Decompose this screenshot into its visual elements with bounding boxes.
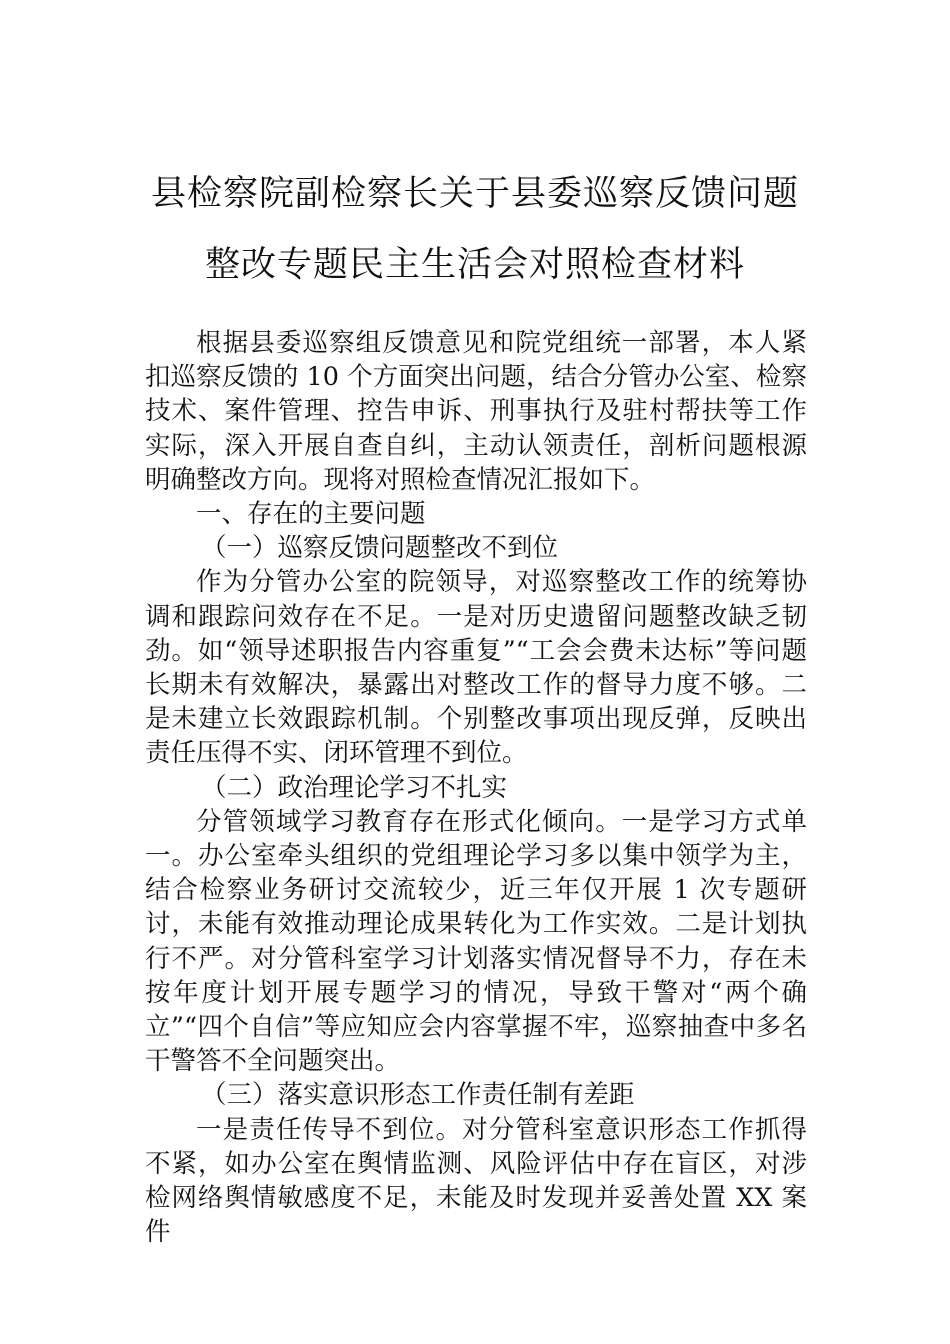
subsection-heading-1: （一）巡察反馈问题整改不到位 (201, 533, 559, 564)
document-title-line2: 整改专题民主生活会对照检查材料 (204, 245, 745, 285)
intro-paragraph: 根据县委巡察组反馈意见和院党组统一部署，本人紧扣巡察反馈的 10 个方面突出问题，结合分管办公室、检察技术、案件管理、控告申诉、刑事执行及驻村帮扶等工作实际，深入开展自查自纠，主动认领责任，剖析问题根源明确整改方向。现将对照检查情况汇报如下。 (145, 328, 807, 495)
section-heading-problems: 一、存在的主要问题 (196, 499, 426, 530)
subsection-paragraph-1: 作为分管办公室的院领导，对巡察整改工作的统筹协调和跟踪问效存在不足。一是对历史遗留问题整改缺乏韧劲。如“领导述职报告内容重复”“工会会费未达标”等问题长期未有效解决，暴露出对整改工作的督导力度不够。二是未建立长效跟踪机制。个别整改事项出现反弹，反映出责任压得不实、闭环管理不到位。 (145, 567, 807, 769)
subsection-paragraph-3: 一是责任传导不到位。对分管科室意识形态工作抓得不紧，如办公室在舆情监测、风险评估中存在盲区，对涉检网络舆情敏感度不足，未能及时发现并妥善处置 XX 案件 (145, 1114, 807, 1248)
subsection-heading-2: （二）政治理论学习不扎实 (201, 772, 508, 803)
subsection-heading-3: （三）落实意识形态工作责任制有差距 (201, 1080, 635, 1111)
document-body (145, 326, 807, 1249)
subsection-paragraph-2: 分管领域学习教育存在形式化倾向。一是学习方式单一。办公室牵头组织的党组理论学习多以集中领学为主，结合检察业务研讨交流较少，近三年仅开展 1 次专题研讨，未能有效推动理论成果转化为工作实效。二是计划执行不严。对分管科室学习计划落实情况督导不力，存在未按年度计划开展专题学习的情况，导致干警对“两个确立”“四个自信”等应知应会内容掌握不牢，巡察抽查中多名干警答不全问题突出。 (145, 806, 807, 1077)
document-title-line1: 县检察院副检察长关于县委巡察反馈问题 (150, 174, 799, 214)
